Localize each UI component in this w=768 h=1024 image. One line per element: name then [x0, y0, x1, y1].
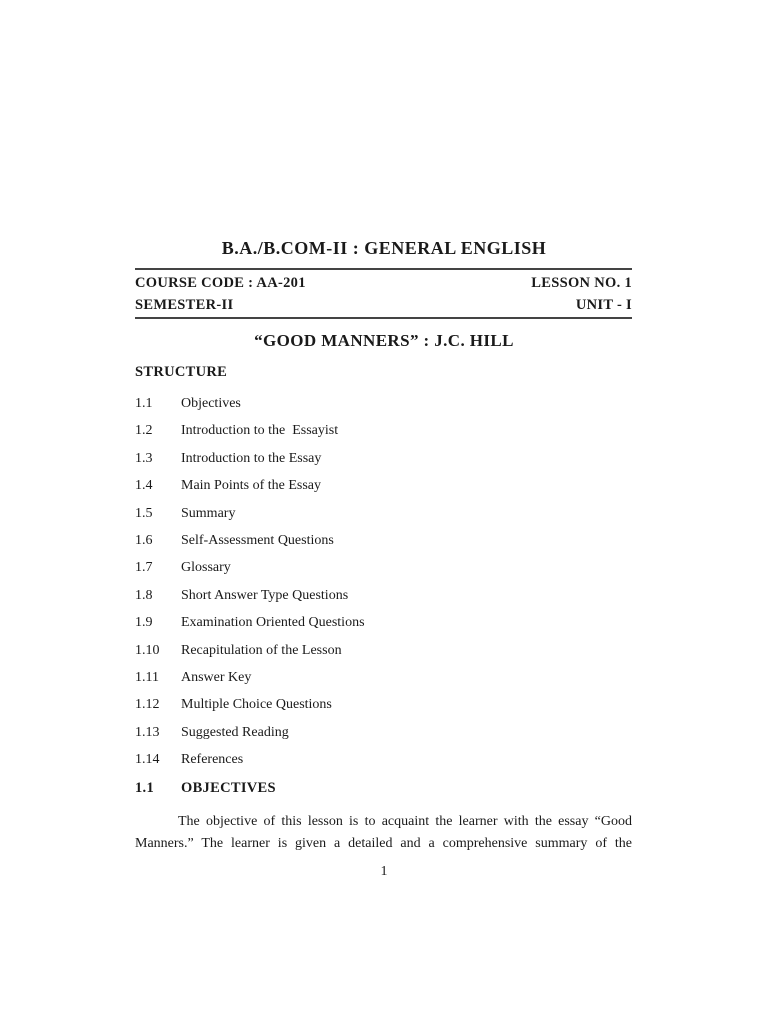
course-meta-row-1: [135, 275, 632, 292]
structure-item-label: Objectives: [181, 396, 241, 411]
structure-item: [135, 477, 632, 504]
structure-item-number: 1.10: [135, 642, 160, 658]
header-top-rule: [135, 268, 632, 270]
structure-item-number: 1.14: [135, 752, 160, 768]
structure-item-label: Self-Assessment Questions: [181, 532, 334, 548]
structure-item-number: 1.4: [135, 478, 153, 494]
structure-item-label: Main Points of the Essay: [181, 478, 321, 494]
structure-item-number: 1.3: [135, 450, 153, 466]
structure-item: [135, 724, 632, 751]
structure-item-label: Glossary: [181, 560, 231, 576]
structure-item-number: 1.13: [135, 724, 160, 740]
structure-item-number: 1.5: [135, 505, 153, 521]
structure-item-label: Examination Oriented Questions: [181, 615, 365, 631]
header-bottom-rule: [135, 317, 632, 319]
structure-item-number: 1.6: [135, 532, 153, 548]
structure-item-label: References: [181, 752, 244, 768]
course-title: B.A./B.COM-II : GENERAL ENGLISH: [221, 238, 547, 258]
structure-item-number: 1.11: [135, 669, 159, 685]
structure-item: [135, 532, 632, 559]
structure-item: [135, 669, 632, 696]
structure-item-number: 1.8: [135, 587, 153, 603]
structure-item-number: 1.1: [135, 396, 153, 411]
structure-item: [135, 505, 632, 532]
semester: SEMESTER-II: [135, 297, 234, 313]
section-title: OBJECTIVES: [181, 780, 276, 796]
course-code: COURSE CODE : AA-201: [135, 275, 306, 291]
structure-item: [135, 395, 632, 422]
objectives-heading: [135, 780, 276, 797]
structure-item: [135, 642, 632, 669]
structure-list: [135, 395, 632, 778]
structure-item-label: Suggested Reading: [181, 724, 289, 740]
structure-item-label: Summary: [181, 505, 236, 521]
structure-item-label: Recapitulation of the Lesson: [181, 642, 342, 658]
structure-item-label: Multiple Choice Questions: [181, 697, 332, 713]
structure-item-label: Answer Key: [181, 669, 252, 685]
structure-item-number: 1.9: [135, 615, 153, 631]
structure-item-number: 1.7: [135, 560, 153, 576]
structure-item: [135, 751, 632, 778]
structure-item: [135, 614, 632, 641]
structure-item: [135, 422, 632, 449]
page-number: 1: [380, 864, 388, 879]
structure-item: [135, 696, 632, 723]
structure-item: [135, 587, 632, 614]
paragraph-line: Manners.” The learner is given a detailed and a comprehensive summary of the: [135, 836, 632, 851]
section-number: 1.1: [135, 780, 155, 796]
structure-item: [135, 559, 632, 586]
unit: UNIT - I: [575, 297, 632, 313]
structure-item-label: Introduction to the Essayist: [181, 423, 339, 439]
course-meta-row-2: [135, 297, 632, 314]
structure-item: [135, 450, 632, 477]
lesson-title: “GOOD MANNERS” : J.C. HILL: [254, 331, 514, 350]
lesson-number: LESSON NO. 1: [531, 275, 632, 291]
structure-heading: STRUCTURE: [135, 364, 228, 380]
structure-item-label: Introduction to the Essay: [181, 450, 322, 466]
structure-item-number: 1.2: [135, 423, 153, 439]
structure-item-label: Short Answer Type Questions: [181, 587, 349, 603]
structure-item-number: 1.12: [135, 697, 160, 713]
paragraph-line: The objective of this lesson is to acquaint the learner with the essay “Good: [178, 814, 632, 829]
objectives-paragraph: [135, 811, 632, 855]
